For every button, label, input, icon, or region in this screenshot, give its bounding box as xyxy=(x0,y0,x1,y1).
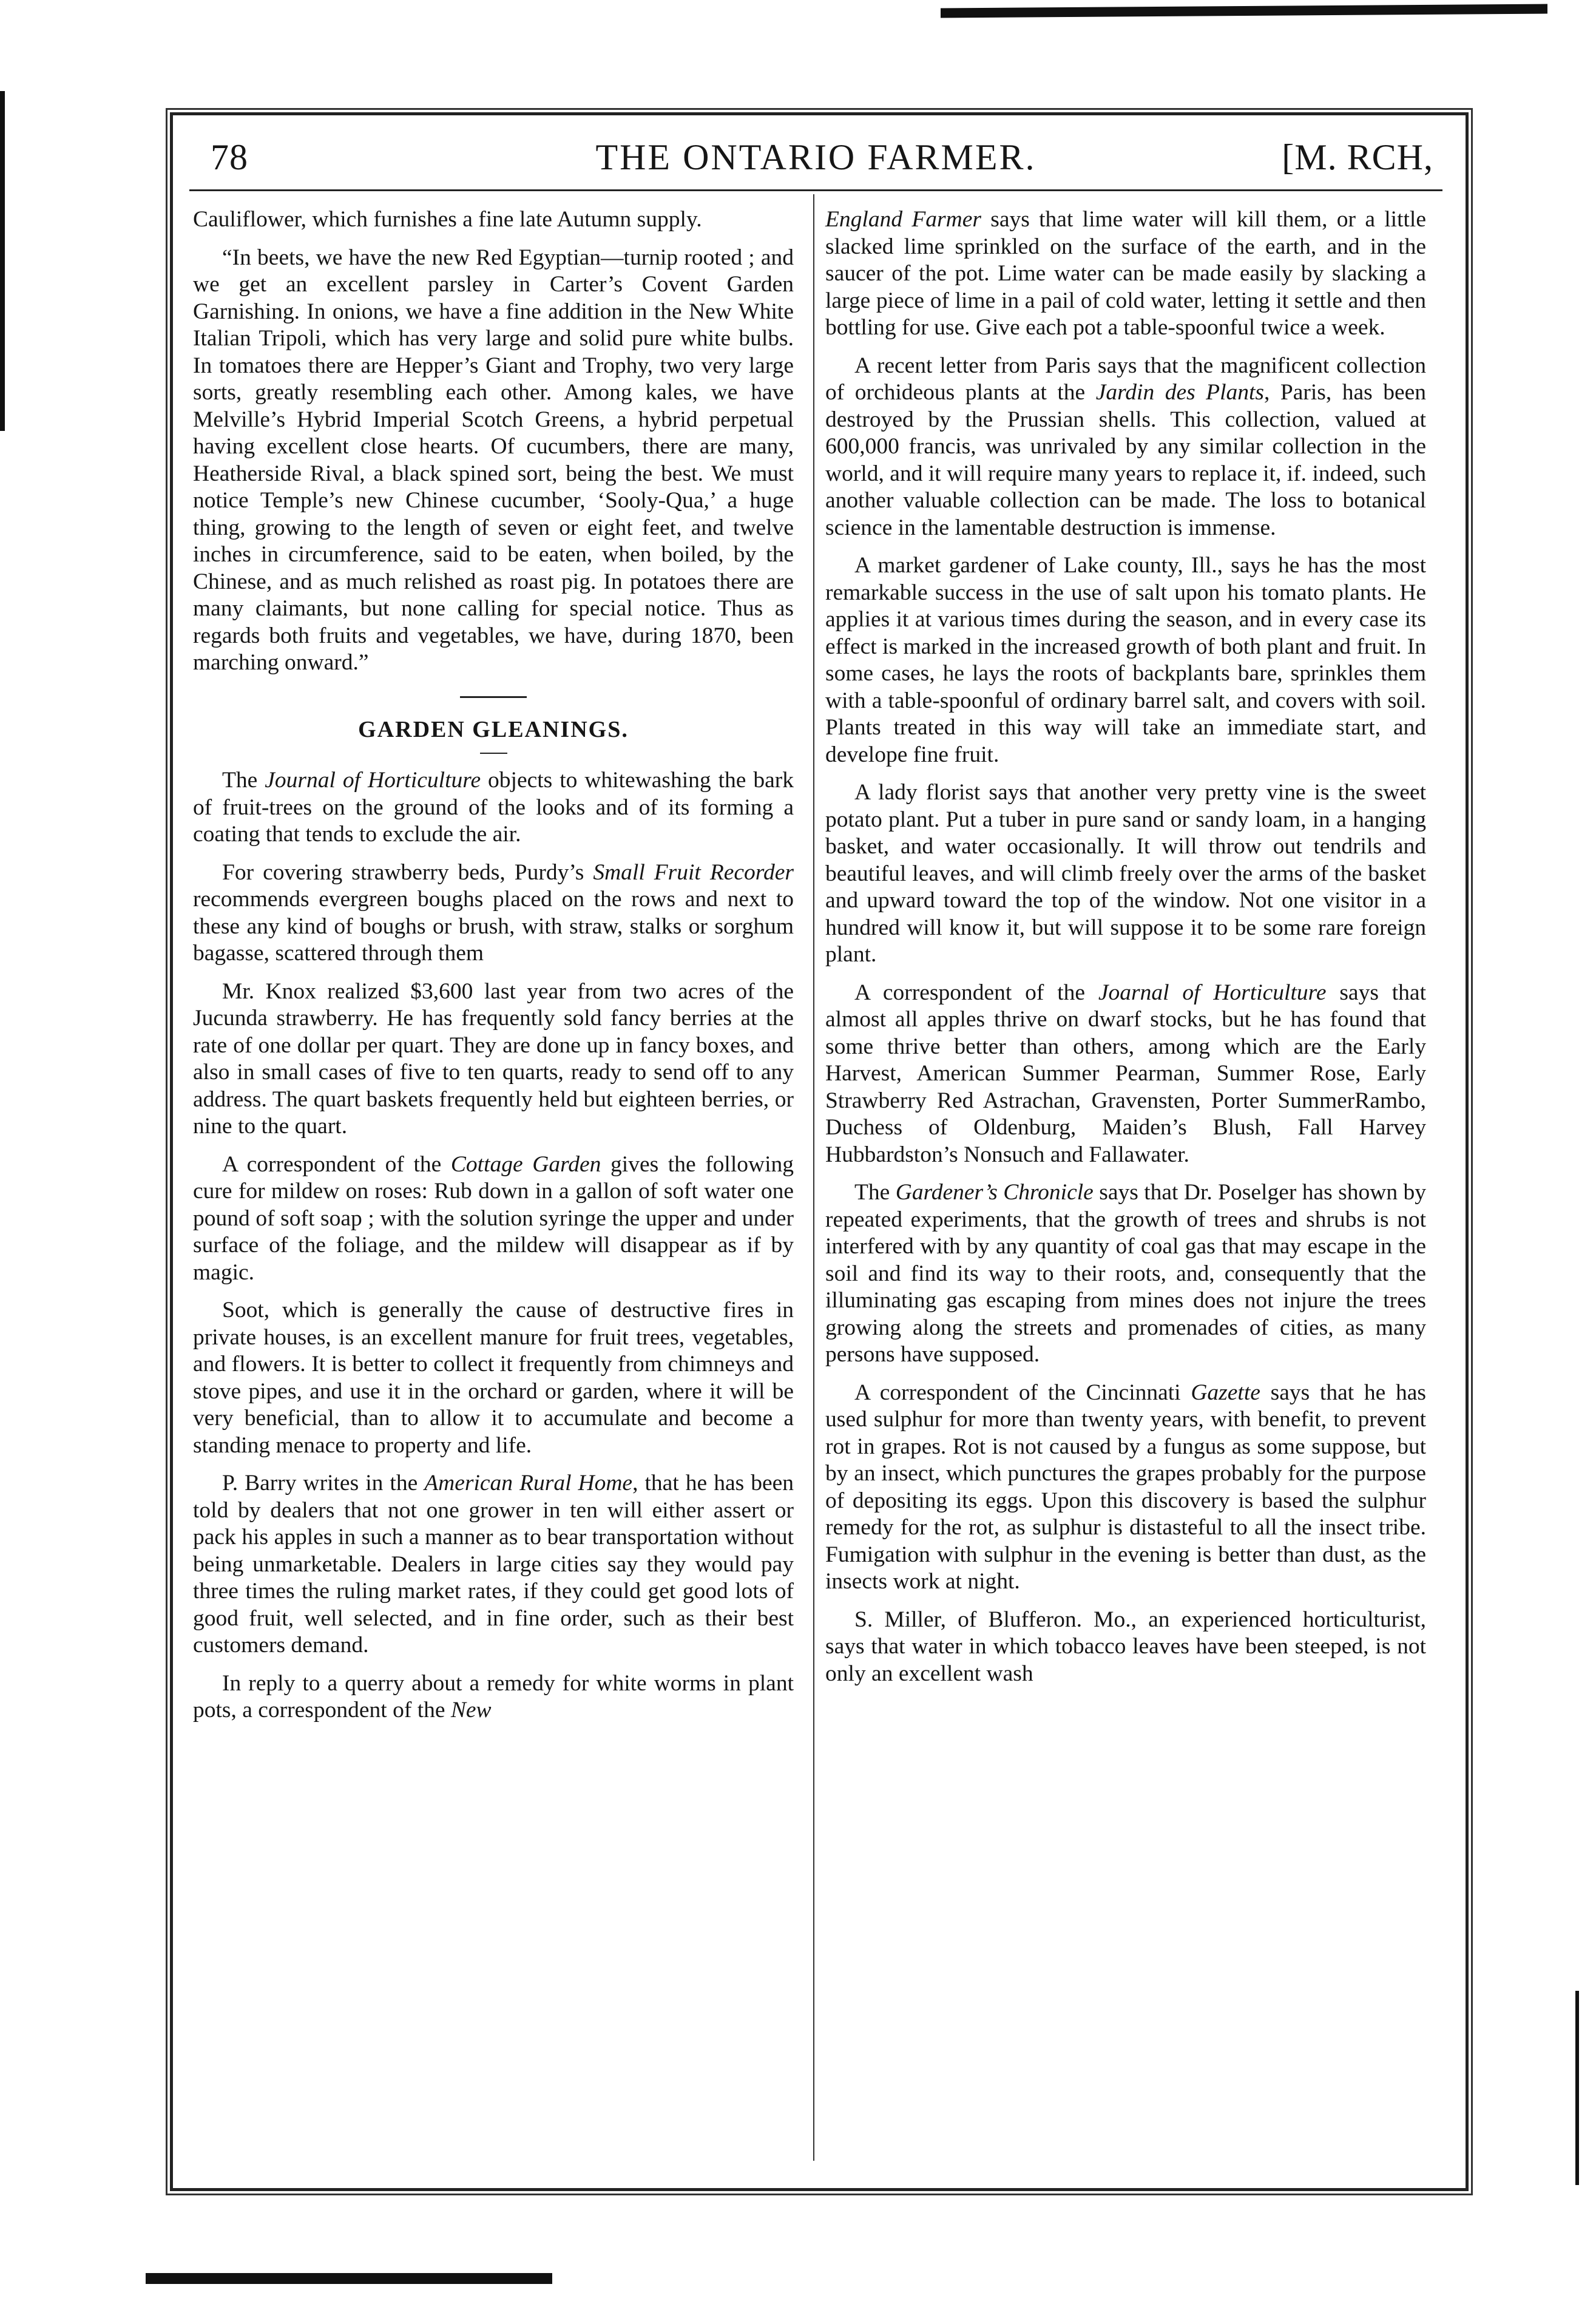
paragraph-strawberry-beds: For covering strawberry beds, Purdy’s Small Fruit Recorder recommends evergreen boughs placed on the rows and next to these any kind of boughs or brush, with straw, stalks or sorghum bagasse, scattered through them xyxy=(193,859,794,966)
paragraph-soot: Soot, which is generally the cause of destructive fires in private houses, is an excellent manure for fruit trees, vegetables, and flowers. It is better to collect it frequently from chimneys and stove pipes, and use it in the orchard or garden, where it will be very beneficial, than to allow it to accumulate and become a standing menace to property and life. xyxy=(193,1298,794,1458)
page-header xyxy=(189,130,1442,188)
paragraph-white-worms: In reply to a querry about a remedy for white worms in plant pots, a correspondent of the New xyxy=(193,1670,794,1723)
page-number: 78 xyxy=(211,137,248,177)
scan-mark-bottom xyxy=(146,2273,552,2284)
header-rule xyxy=(189,189,1442,191)
paragraph-lime-water: England Farmer says that lime water will kill them, or a little slacked lime sprinkled on the surface of the earth, and in the saucer of the pot. Lime water can be made easily by slacking a large piece of lime in a pail of cold water, letting it settle and then bottling for use. Give each pot a table-spoonful twice a week. xyxy=(825,207,1426,340)
paragraph-paris-orchids: A recent letter from Paris says that the magnificent collection of orchideous plants at the Jardin des Plants, Paris, has been destroyed by the Prussian shells. This collection, valued at 600,000 francis, was unrivaled by any similar collection in the world, and it will require many years to replace it, if. indeed, such another valuable collection can be made. The loss to botanical science in the lamentable destruction is immense. xyxy=(825,353,1427,540)
scan-mark-top xyxy=(941,4,1547,18)
column-divider xyxy=(813,194,814,2161)
section-dash xyxy=(480,753,507,754)
paragraph-whitewash: The Journal of Horticulture objects to whitewashing the bark of fruit-trees on the ground of the looks and of its forming a coating that tends to exclude the air. xyxy=(193,768,794,847)
paragraph-knox: Mr. Knox realized $3,600 last year from two acres of the Jucunda strawberry. He has frequently sold fancy berries at the rate of one dollar per quart. They are done up in fancy boxes, and also in small cases of five to ten quarts, ready to send off to any address. The quart baskets frequently held but eighteen berries, or nine to the quart. xyxy=(193,978,794,1139)
section-rule xyxy=(460,696,527,698)
paragraph-dwarf-apples: A correspondent of the Joarnal of Horticulture says that almost all apples thrive on dwarf stocks, but he has found that some thrive better than others, among which are the Early Harvest, American Summer Pearman, Summer Rose, Early Strawberry Red Astrachan, Gravensten, Porter SummerRambo, Duchess of Oldenburg, Maiden’s Blush, Fall Harvey Hubbardston’s Nonsuch and Fallawater. xyxy=(825,980,1426,1167)
left-column xyxy=(193,206,794,1735)
right-column xyxy=(825,206,1426,1698)
page-dateline: [M. RCH, xyxy=(1282,137,1433,177)
paragraph-cauliflower: Cauliflower, which furnishes a fine late Autumn supply. xyxy=(193,207,702,232)
page-title: THE ONTARIO FARMER. xyxy=(595,137,1036,177)
scan-mark-right xyxy=(1575,1991,1579,2185)
section-heading: GARDEN GLEANINGS. xyxy=(358,716,629,742)
paragraph-tobacco-wash: S. Miller, of Blufferon. Mo., an experienced horticulturist, says that water in which tobacco leaves have been steeped, is not only an excellent wash xyxy=(825,1607,1426,1686)
paragraph-salt-tomatoes: A market gardener of Lake county, Ill., says he has the most remarkable success in the use of salt upon his tomato plants. He applies it at various times during the season, and in every case its effect is marked in the increased growth of both plant and fruit. In some cases, he lays the roots of backplants bare, sprinkles them with a table-spoonful of ordinary barrel salt, and covers with soil. Plants treated in this way will take an immediate start, and develope fine fruit. xyxy=(825,553,1426,767)
paragraph-sulphur-grapes: A correspondent of the Cincinnati Gazette says that he has used sulphur for more than twenty years, with benefit, to prevent rot in grapes. Rot is not caused by a fungus as some suppose, but by an insect, which punctures the grapes probably for the purpose of depositing its eggs. Upon this discovery is based the sulphur remedy for the rot, as sulphur is distasteful to all the insect tribe. Fumigation with sulphur in the evening is better than dust, as the insects work at night. xyxy=(825,1380,1426,1594)
paragraph-coal-gas: The Gardener’s Chronicle says that Dr. Poselger has shown by repeated experiments, that the growth of trees and shrubs is not interfered with by any quantity of coal gas that may escape in the soil and find its way to their roots, and, consequently that the illuminating gas escaping from mines does not injure the trees growing along the streets and promenades of cities, as many persons have supposed. xyxy=(825,1180,1426,1367)
scan-mark-left xyxy=(0,91,5,431)
paragraph-barry: P. Barry writes in the American Rural Home, that he has been told by dealers that not one grower in ten will either assert or pack his apples in such a manner as to bear transportation without being unmarketable. Dealers in large cities say they would pay three times the ruling market rates, if they could get good lots of good fruit, well selected, and in fine order, such as their best customers demand. xyxy=(193,1471,794,1658)
paragraph-mildew: A correspondent of the Cottage Garden gives the following cure for mildew on roses: Rub down in a gallon of soft water one pound of soft soap ; with the solution syringe the upper and under surface of the foliage, and the mildew will disappear as if by magic. xyxy=(193,1151,794,1285)
paragraph-vegetables: “In beets, we have the new Red Egyptian—turnip rooted ; and we get an excellent parsley in Carter’s Covent Garden Garnishing. In onions, we have a fine addition in the New White Italian Tripoli, which has very large and solid pure white bulbs. In tomatoes there are Hepper’s Giant and Trophy, two very large sorts, greatly resembling each other. Among kales, we have Melville’s Hybrid Imperial Scotch Greens, a hybrid perpetual having excellent close hearts. Of cucumbers, there are many, Heatherside Rival, a black spined sort, being the best. We must notice Temple’s new Chinese cucumber, ‘Sooly-Qua,’ a huge thing, growing to the length of seven or eight feet, and twelve inches in circumference, said to be eaten, when boiled, by the Chinese, and as much relished as roast pig. In potatoes there are many claimants, but none calling for special notice. Thus as regards both fruits and vegetables, we have, during 1870, been marching onward.” xyxy=(193,245,794,675)
paragraph-sweet-potato-vine: A lady florist says that another very pretty vine is the sweet potato plant. Put a tuber in pure sand or sandy loam, in a hanging basket, and water occasionally. It will throw out tendrils and beautiful leaves, and will climb freely over the arms of the basket and upward toward the top of the window. Not one visitor in a hundred will know it, but will suppose it to be some rare foreign plant. xyxy=(825,780,1426,967)
